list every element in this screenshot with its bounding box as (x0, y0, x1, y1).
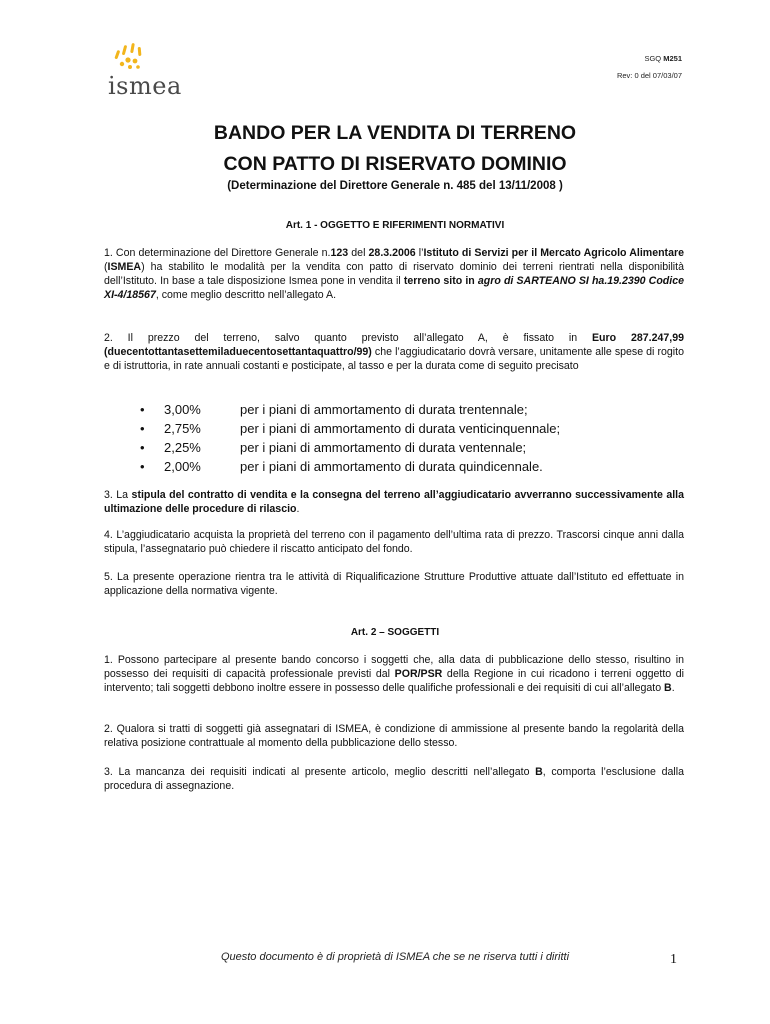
bullet-icon: • (140, 402, 145, 417)
bullet-icon: • (140, 440, 145, 455)
article-1-paragraph-2: 2. Il prezzo del terreno, salvo quanto previsto all’allegato A, è fissato in Euro 287.247,99 (duecentottantasettemiladuecentosettantaquattro/99) che l’aggiudicatario dovrà versare, unitamente alle spese di rogito e di istruttoria, in rate annuali costanti e posticipate, al tasso e per la durata come di seguito precisato (104, 332, 684, 372)
article-1-paragraph-4: 4. L’aggiudicatario acquista la proprietà del terreno con il pagamento dell’ultima rata di prezzo. Trascorsi cinque anni dalla stipula, l’assegnatario può chiedere il riscatto anticipato del fondo. (104, 529, 684, 555)
article-1-paragraph-1: 1. Con determinazione del Direttore Generale n.123 del 28.3.2006 l’Istituto di Servizi per il Mercato Agricolo Alimentare (ISMEA) ha stabilito le modalità per la vendita con patto di riservato dominio dei terreni rientrati nella disponibilità dell’Istituto. In base a tale disposizione Ismea pone in vendita il terreno sito in agro di SARTEANO SI ha.19.2390 Codice XI-4/18567, come meglio descritto nell’allegato A. (104, 247, 684, 301)
page-subtitle: (Determinazione del Direttore Generale n. 485 del 13/11/2008 ) (227, 180, 563, 192)
rate-value: 2,25% (164, 440, 201, 455)
article-2-paragraph-1: 1. Possono partecipare al presente bando concorso i soggetti che, alla data di pubblicazione dello stesso, risultino in possesso dei requisiti di capacità professionale previsti dal POR/PSR della Regione in cui ricadono i terreni oggetto di intervento; tali soggetti debbono inoltre essere in possesso delle qualifiche professionali e dei requisiti di cui all’allegato B. (104, 654, 684, 694)
page-number: 1 (670, 952, 677, 967)
page-title-line2: CON PATTO DI RISERVATO DOMINIO (223, 153, 567, 175)
document-code: SGQ M251 (644, 54, 682, 63)
revision-info: Rev: 0 del 07/03/07 (616, 71, 682, 80)
article-1-paragraph-5: 5. La presente operazione rientra tra le attività di Riqualificazione Strutture Produttive attuate dall’Istituto ed effettuate in applicazione della normativa vigente. (104, 571, 684, 597)
rate-description: per i piani di ammortamento di durata trentennale; (240, 402, 528, 417)
rate-value: 3,00% (164, 402, 201, 417)
article-2-paragraph-3: 3. La mancanza dei requisiti indicati al presente articolo, meglio descritti nell’allegato B, comporta l’esclusione dalla procedura di assegnazione. (104, 766, 684, 792)
page-footer: Questo documento è di proprietà di ISMEA che se ne riserva tutti i diritti (220, 951, 570, 963)
bullet-icon: • (140, 459, 145, 474)
article-1-heading: Art. 1 - OGGETTO E RIFERIMENTI NORMATIVI (285, 220, 505, 231)
bullet-icon: • (140, 421, 145, 436)
rate-description: per i piani di ammortamento di durata quindicennale. (240, 459, 543, 474)
logo-wordmark: ismea (108, 72, 182, 100)
article-2-heading: Art. 2 – SOGGETTI (350, 627, 440, 638)
rate-value: 2,75% (164, 421, 201, 436)
document-code-block (617, 50, 682, 84)
rate-value: 2,00% (164, 459, 201, 474)
page-title-line1: BANDO PER LA VENDITA DI TERRENO (213, 122, 577, 144)
article-2-paragraph-2: 2. Qualora si tratti di soggetti già assegnatari di ISMEA, è condizione di ammissione al presente bando la regolarità della relativa posizione contrattuale al momento della pubblicazione dello stesso. (104, 723, 684, 749)
rate-description: per i piani di ammortamento di durata venticinquennale; (240, 421, 561, 436)
ismea-logo (108, 42, 208, 102)
article-1-paragraph-3: 3. La stipula del contratto di vendita e la consegna del terreno all’aggiudicatario avverranno successivamente alla ultimazione delle procedure di rilascio. (104, 489, 684, 515)
rate-description: per i piani di ammortamento di durata ventennale; (240, 440, 527, 455)
